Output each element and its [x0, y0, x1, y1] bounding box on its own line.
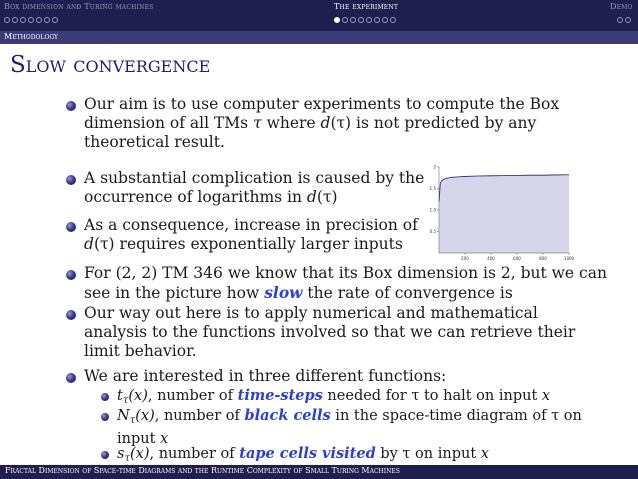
keyword-tape-cells: tape cells visited	[239, 445, 376, 462]
sub-bullet-icon	[101, 413, 109, 421]
slide-title: Slow convergence	[10, 52, 211, 78]
bullet-text: analysis to the functions involved so that we can retrieve their	[84, 323, 576, 341]
bullet-text: Our aim is to use computer experiments to compute the Box	[84, 95, 560, 113]
bullet-text: , number of	[149, 446, 240, 462]
bullet-text: , number of	[154, 408, 245, 424]
bullet-text: input	[117, 431, 161, 447]
nav-dot[interactable]	[20, 17, 26, 23]
bullet-icon	[66, 373, 76, 383]
bullet-text: A substantial complication is caused by the	[84, 169, 425, 187]
sub-bullet-icon	[101, 451, 109, 459]
chart-y-tick-label: 2	[433, 164, 436, 170]
chart-x-tick-label: 1000	[563, 256, 575, 261]
math-d: d	[320, 114, 331, 132]
bullet-icon	[66, 175, 76, 185]
bullet-text: in the space-time diagram of τ on	[330, 408, 582, 424]
math-arg: (x)	[128, 388, 148, 404]
math-arg: (τ)	[93, 235, 115, 253]
nav-dot[interactable]	[52, 17, 58, 23]
bullet-text: see in the picture how	[84, 284, 265, 302]
nav-dots-experiment[interactable]	[334, 17, 396, 25]
subsection-bar	[0, 31, 638, 44]
math-subscript: τ	[124, 453, 130, 464]
math-t: t	[117, 388, 123, 404]
chart-x-tick-label: 800	[539, 256, 547, 261]
nav-dots-demo[interactable]	[617, 17, 631, 25]
nav-dot[interactable]	[44, 17, 50, 23]
math-subscript: τ	[122, 395, 129, 406]
chart-x-tick-label: 200	[461, 256, 469, 261]
nav-section-box-dimension[interactable]: Box dimension and Turing machines	[4, 2, 154, 11]
bullet-text: As a consequence, increase in precision of	[84, 216, 418, 234]
bullet-text: limit behavior.	[84, 342, 197, 360]
nav-dot[interactable]	[334, 17, 340, 23]
nav-section-demo[interactable]: Demo	[610, 2, 633, 11]
chart-area-fill	[439, 175, 569, 253]
chart-y-tick-label: 1.0	[429, 207, 436, 213]
bullet-text: by τ on input	[375, 446, 481, 462]
bullet-text: requires exponentially larger inputs	[114, 235, 403, 253]
nav-dot[interactable]	[625, 17, 631, 23]
nav-dot[interactable]	[36, 17, 42, 23]
keyword-time-steps: time-steps	[237, 387, 323, 404]
bullet-text: theoretical result.	[84, 133, 225, 151]
nav-dot[interactable]	[342, 17, 348, 23]
bullet-text: We are interested in three different functions:	[84, 367, 447, 385]
bullet-text: For (2, 2) TM 346 we know that its Box dimension is 2, but we can	[84, 264, 607, 282]
bullet-text: , number of	[147, 388, 238, 404]
bullet-text: is not predicted by any	[351, 114, 537, 132]
chart-x-tick-label: 400	[487, 256, 495, 261]
math-s: s	[117, 446, 125, 462]
bullet-aim	[84, 95, 559, 152]
math-x: x	[541, 388, 551, 404]
nav-section-experiment[interactable]: The experiment	[334, 2, 399, 11]
bullet-icon	[66, 270, 76, 280]
math-d: d	[84, 235, 94, 253]
bullet-icon	[66, 222, 76, 232]
keyword-black-cells: black cells	[244, 407, 331, 424]
sub-bullet-black-cells	[117, 407, 582, 448]
math-tau: τ	[253, 114, 262, 132]
math-x: x	[160, 431, 169, 447]
navigation-header	[0, 0, 638, 31]
chart-y-tick-label: 1.5	[429, 185, 436, 191]
nav-dot[interactable]	[350, 17, 356, 23]
math-arg: (x)	[135, 408, 155, 424]
bullet-text: where	[261, 114, 321, 132]
nav-dot[interactable]	[12, 17, 18, 23]
bullet-icon	[66, 310, 76, 320]
math-n: N	[117, 408, 130, 424]
nav-dot[interactable]	[390, 17, 396, 23]
footer-title: Fractal Dimension of Space-time Diagrams and the Runtime Complexity of Small Turing Machines	[5, 466, 400, 475]
nav-dot[interactable]	[366, 17, 372, 23]
bullet-complication	[84, 169, 424, 207]
bullet-text: occurrence of logarithms in	[84, 188, 307, 206]
bullet-icon	[66, 101, 76, 111]
nav-dot[interactable]	[617, 17, 623, 23]
math-d: d	[306, 188, 317, 206]
math-arg: (x)	[130, 446, 150, 462]
nav-dot[interactable]	[28, 17, 34, 23]
bullet-consequence	[84, 216, 418, 254]
bullet-tm346	[84, 264, 607, 303]
sub-bullet-icon	[101, 393, 109, 401]
nav-dot[interactable]	[382, 17, 388, 23]
bullet-text: the rate of convergence is	[302, 284, 513, 302]
bullet-text: needed for τ to halt on input	[322, 388, 542, 404]
chart-x-tick-label: 600	[513, 256, 521, 261]
nav-dots-box-dimension[interactable]	[4, 17, 58, 25]
chart-y-tick-label: 0.5	[429, 228, 436, 234]
math-arg: (τ)	[316, 188, 338, 206]
nav-dot[interactable]	[374, 17, 380, 23]
math-arg: (τ)	[330, 114, 352, 132]
convergence-chart	[425, 161, 575, 261]
math-x: x	[480, 446, 489, 462]
nav-dot[interactable]	[4, 17, 10, 23]
footer-bar	[0, 465, 638, 479]
bullet-way-out	[84, 304, 575, 361]
bullet-text: Our way out here is to apply numerical and mathematical	[84, 304, 538, 322]
nav-dot[interactable]	[358, 17, 364, 23]
bullet-functions	[84, 367, 446, 386]
math-subscript: τ	[129, 415, 136, 426]
subsection-label: Methodology	[4, 32, 59, 41]
bullet-text: dimension of all TMs	[84, 114, 254, 132]
keyword-slow: slow	[264, 283, 303, 302]
